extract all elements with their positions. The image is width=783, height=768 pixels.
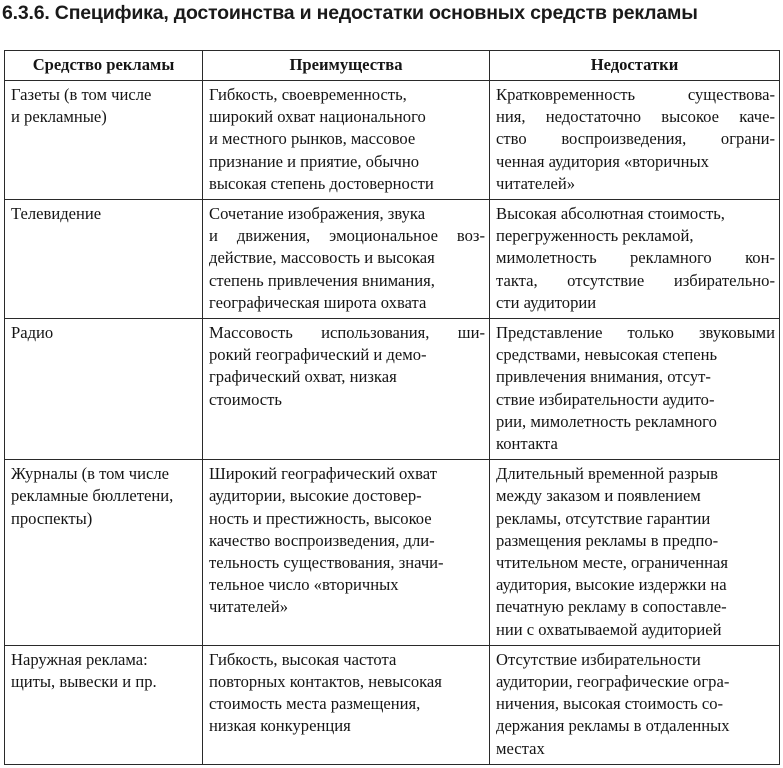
cell-medium	[5, 460, 203, 646]
cell-medium	[5, 200, 203, 319]
text-line: проспекты)	[11, 508, 93, 528]
text-line: Гибкость, своевременность,	[209, 85, 407, 104]
text-line: размещения рекламы в предпо-	[496, 530, 719, 550]
text-line: ченная аудитория «вторичных	[496, 151, 709, 171]
text-line: аудитория, высокие издержки на	[496, 575, 727, 595]
text-line: мимолетность рекламного кон-	[496, 248, 775, 268]
cell-disadvantages	[490, 200, 780, 319]
text-line: признание и приятие, обычно	[209, 151, 420, 171]
text-line: читателей»	[496, 173, 576, 193]
text-line: аудитории, высокие достовер-	[209, 486, 422, 506]
cell-advantages	[203, 81, 490, 200]
text-line: такта, отсутствие избирательно-	[496, 270, 775, 290]
header-disadvantages: Недостатки	[490, 51, 780, 81]
text-line: и движения, эмоциональное воз-	[209, 226, 485, 246]
text-line: тельность существования, значи-	[209, 553, 444, 573]
text-line: сти аудитории	[496, 292, 597, 312]
text-line: ния, недостаточно высокое каче-	[496, 107, 775, 127]
text-line: держания рекламы в отдаленных	[496, 716, 730, 736]
header-medium: Средство рекламы	[5, 51, 203, 81]
text-line: действие, массовость и высокая	[209, 248, 435, 268]
table-header-row	[5, 51, 780, 81]
header-advantages: Преимущества	[203, 51, 490, 81]
text-line: Массовость использования, ши-	[209, 323, 485, 343]
cell-advantages	[203, 200, 490, 319]
text-line: Гибкость, высокая частота	[209, 649, 397, 669]
text-line: ство воспроизведения, ограни-	[496, 129, 775, 149]
text-line: Сочетание изображения, звука	[209, 204, 426, 224]
text-line: печатную рекламу в сопоставле-	[496, 597, 727, 617]
text-line: рекламные бюллетени,	[11, 486, 174, 506]
text-line: местах	[496, 738, 545, 758]
section-title: 6.3.6. Специфика, достоинства и недостатки основных средств рекламы	[2, 2, 698, 24]
text-line: контакта	[496, 434, 558, 454]
text-line: привлечения внимания, отсут-	[496, 367, 711, 387]
text-line: ничения, высокая стоимость со-	[496, 694, 724, 714]
text-line: Широкий географический охват	[209, 464, 437, 484]
table-row-magazines	[5, 460, 780, 646]
text-line: Представление только звуковыми	[496, 323, 775, 343]
text-line: Радио	[11, 323, 54, 343]
cell-medium	[5, 645, 203, 764]
cell-disadvantages	[490, 460, 780, 646]
text-line: Кратковременность существова-	[496, 85, 775, 104]
text-line: средствами, невысокая степень	[496, 345, 718, 365]
cell-advantages	[203, 319, 490, 460]
table-row-newspapers	[5, 81, 780, 200]
advertising-media-table	[4, 50, 780, 765]
cell-disadvantages	[490, 645, 780, 764]
text-line: качество воспроизведения, дли-	[209, 530, 435, 550]
text-line: рекламы, отсутствие гарантии	[496, 508, 711, 528]
table-row-radio	[5, 319, 780, 460]
text-line: рии, мимолетность рекламного	[496, 411, 717, 431]
text-line: Длительный временной разрыв	[496, 464, 718, 484]
text-line: Журналы (в том числе	[11, 464, 170, 484]
text-line: рокий географический и демо-	[209, 345, 427, 365]
text-line: ствие избирательности аудито-	[496, 389, 715, 409]
cell-advantages	[203, 460, 490, 646]
text-line: между заказом и появлением	[496, 486, 701, 506]
cell-medium	[5, 319, 203, 460]
text-line: чтительном месте, ограниченная	[496, 553, 729, 573]
text-line: читателей»	[209, 597, 289, 617]
text-line: географическая широта охвата	[209, 292, 427, 312]
cell-medium	[5, 81, 203, 200]
text-line: тельное число «вторичных	[209, 575, 399, 595]
text-line: и рекламные)	[11, 107, 107, 127]
text-line: высокая степень достоверности	[209, 173, 434, 193]
text-line: стоимость места размещения,	[209, 694, 421, 714]
text-line: Наружная реклама:	[11, 649, 148, 669]
text-line: и местного рынков, массовое	[209, 129, 416, 149]
text-line: Телевидение	[11, 204, 102, 224]
table-row-outdoor	[5, 645, 780, 764]
text-line: Высокая абсолютная стоимость,	[496, 204, 725, 224]
text-line: щиты, вывески и пр.	[11, 672, 157, 692]
text-line: аудитории, географические огра-	[496, 672, 730, 692]
table-row-television	[5, 200, 780, 319]
text-line: Газеты (в том числе	[11, 85, 152, 104]
text-line: перегруженность рекламой,	[496, 226, 694, 246]
text-line: нии с охватываемой аудиторией	[496, 619, 722, 639]
text-line: низкая конкуренция	[209, 716, 351, 736]
cell-advantages	[203, 645, 490, 764]
text-line: ность и престижность, высокое	[209, 508, 432, 528]
text-line: широкий охват национального	[209, 107, 426, 127]
cell-disadvantages	[490, 319, 780, 460]
cell-disadvantages	[490, 81, 780, 200]
text-line: стоимость	[209, 389, 282, 409]
text-line: степень привлечения внимания,	[209, 270, 435, 290]
text-line: повторных контактов, невысокая	[209, 672, 442, 692]
text-line: Отсутствие избирательности	[496, 649, 701, 669]
text-line: графический охват, низкая	[209, 367, 397, 387]
